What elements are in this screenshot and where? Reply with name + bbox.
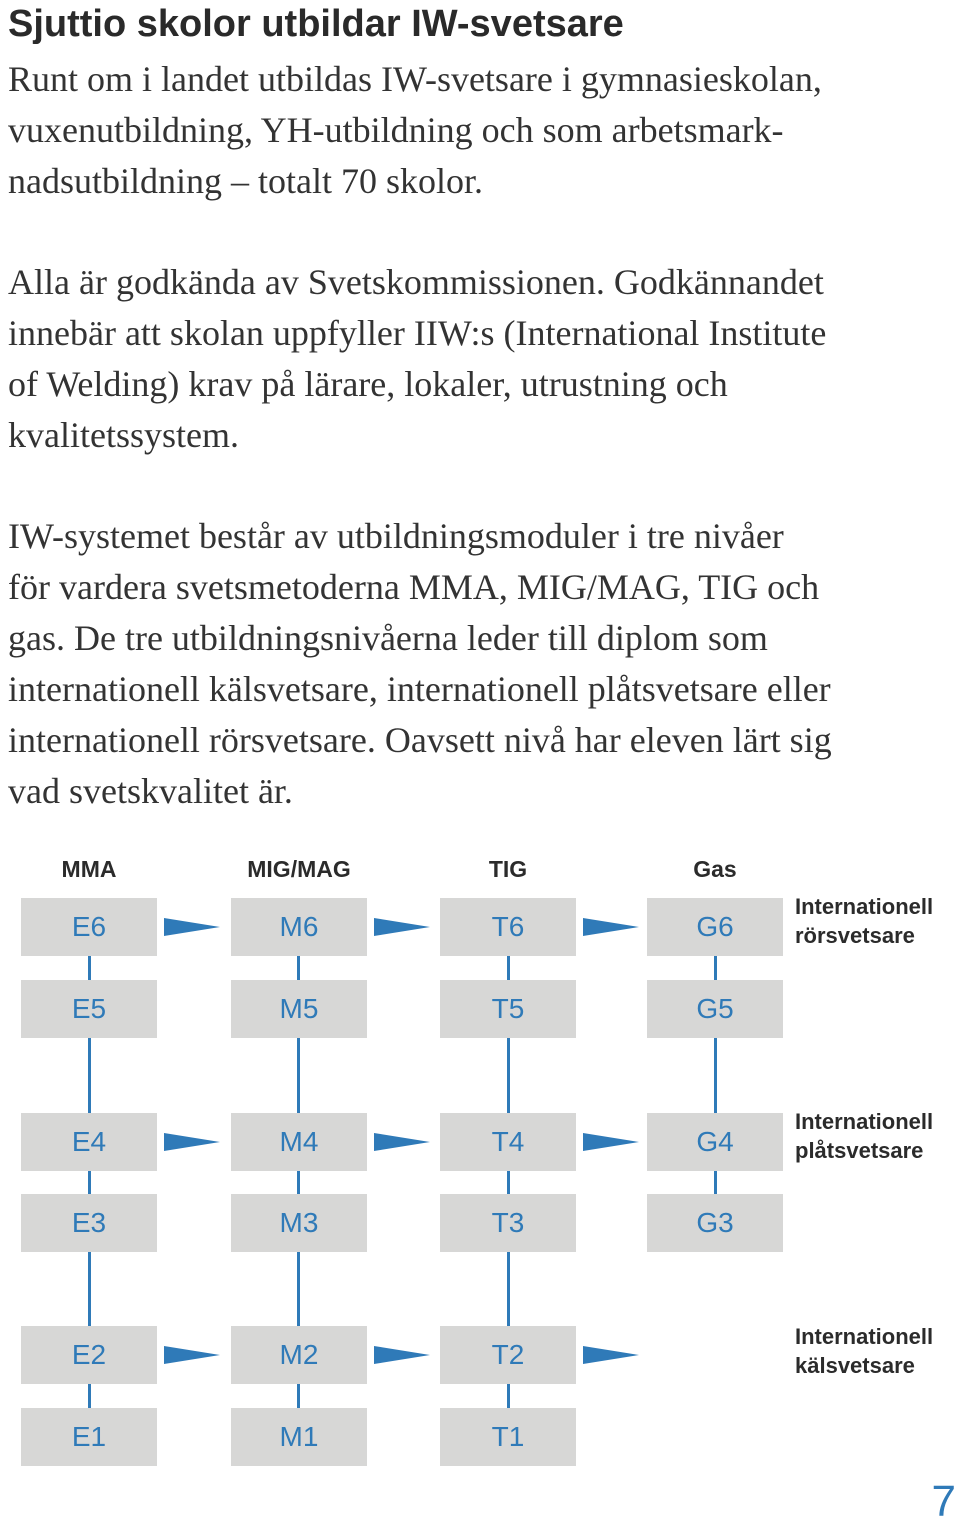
module-box: E3 (21, 1194, 157, 1252)
paragraph-intro (8, 54, 960, 207)
text-line: Runt om i landet utbildas IW-svetsare i gymnasieskolan, (8, 59, 822, 99)
arrow-right-icon (164, 1131, 220, 1153)
diploma-label-rorsvetsare (795, 892, 933, 950)
module-box: T2 (440, 1326, 576, 1384)
text-line: IW-systemet består av utbildningsmoduler i tre nivåer (8, 516, 784, 556)
text-line: gas. De tre utbildningsnivåerna leder till diplom som (8, 618, 768, 658)
diploma-label-kalsvetsare (795, 1322, 933, 1380)
text-line: internationell rörsvetsare. Oavsett nivå har eleven lärt sig (8, 720, 832, 760)
text-line: internationell kälsvetsare, internationell plåtsvetsare eller (8, 669, 831, 709)
module-box: G4 (647, 1113, 783, 1171)
arrow-right-icon (583, 1344, 639, 1366)
page-number: 7 (931, 1477, 956, 1526)
paragraph-system (8, 511, 960, 817)
arrow-right-icon (374, 1131, 430, 1153)
arrow-right-icon (374, 1344, 430, 1366)
text-line: vad svetskvalitet är. (8, 771, 293, 811)
module-box: M4 (231, 1113, 367, 1171)
module-box: M2 (231, 1326, 367, 1384)
arrow-right-icon (583, 1131, 639, 1153)
module-box: G6 (647, 898, 783, 956)
diploma-label-line: kälsvetsare (795, 1353, 915, 1378)
text-line: nadsutbildning – totalt 70 skolor. (8, 161, 483, 201)
text-line: kvalitetssystem. (8, 415, 239, 455)
module-box: T3 (440, 1194, 576, 1252)
diploma-label-line: Internationell (795, 1324, 934, 1349)
module-box: M5 (231, 980, 367, 1038)
module-box: G5 (647, 980, 783, 1038)
module-box: T6 (440, 898, 576, 956)
column-header-mma: MMA (61, 856, 117, 882)
module-box: M3 (231, 1194, 367, 1252)
module-box: E2 (21, 1326, 157, 1384)
diploma-label-line: rörsvetsare (795, 923, 915, 948)
module-box: E5 (21, 980, 157, 1038)
module-box: G3 (647, 1194, 783, 1252)
paragraph-approval (8, 257, 960, 461)
module-box: E1 (21, 1408, 157, 1466)
diploma-label-line: Internationell (795, 1109, 934, 1134)
diploma-label-line: plåtsvetsare (795, 1138, 924, 1163)
arrow-right-icon (583, 916, 639, 938)
arrow-right-icon (164, 1344, 220, 1366)
module-box: E4 (21, 1113, 157, 1171)
iw-level-diagram (0, 840, 960, 1480)
arrow-right-icon (164, 916, 220, 938)
arrow-right-icon (374, 916, 430, 938)
text-line: of Welding) krav på lärare, lokaler, utrustning och (8, 364, 728, 404)
text-line: vuxenutbildning, YH-utbildning och som arbetsmark- (8, 110, 784, 150)
module-box: T5 (440, 980, 576, 1038)
module-box: T1 (440, 1408, 576, 1466)
article-heading: Sjuttio skolor utbildar IW-svetsare (8, 3, 624, 45)
column-header-mig-mag: MIG/MAG (247, 856, 351, 882)
diploma-label-line: Internationell (795, 894, 934, 919)
text-line: Alla är godkända av Svetskommissionen. Godkännandet (8, 262, 824, 302)
module-box: M6 (231, 898, 367, 956)
column-header-tig: TIG (488, 856, 528, 882)
module-box: M1 (231, 1408, 367, 1466)
text-line: för vardera svetsmetoderna MMA, MIG/MAG, TIG och (8, 567, 820, 607)
text-line: innebär att skolan uppfyller IIW:s (International Institute (8, 313, 827, 353)
module-box: T4 (440, 1113, 576, 1171)
diploma-label-platsvetsare (795, 1107, 933, 1165)
module-box: E6 (21, 898, 157, 956)
column-header-gas: Gas (693, 856, 737, 882)
